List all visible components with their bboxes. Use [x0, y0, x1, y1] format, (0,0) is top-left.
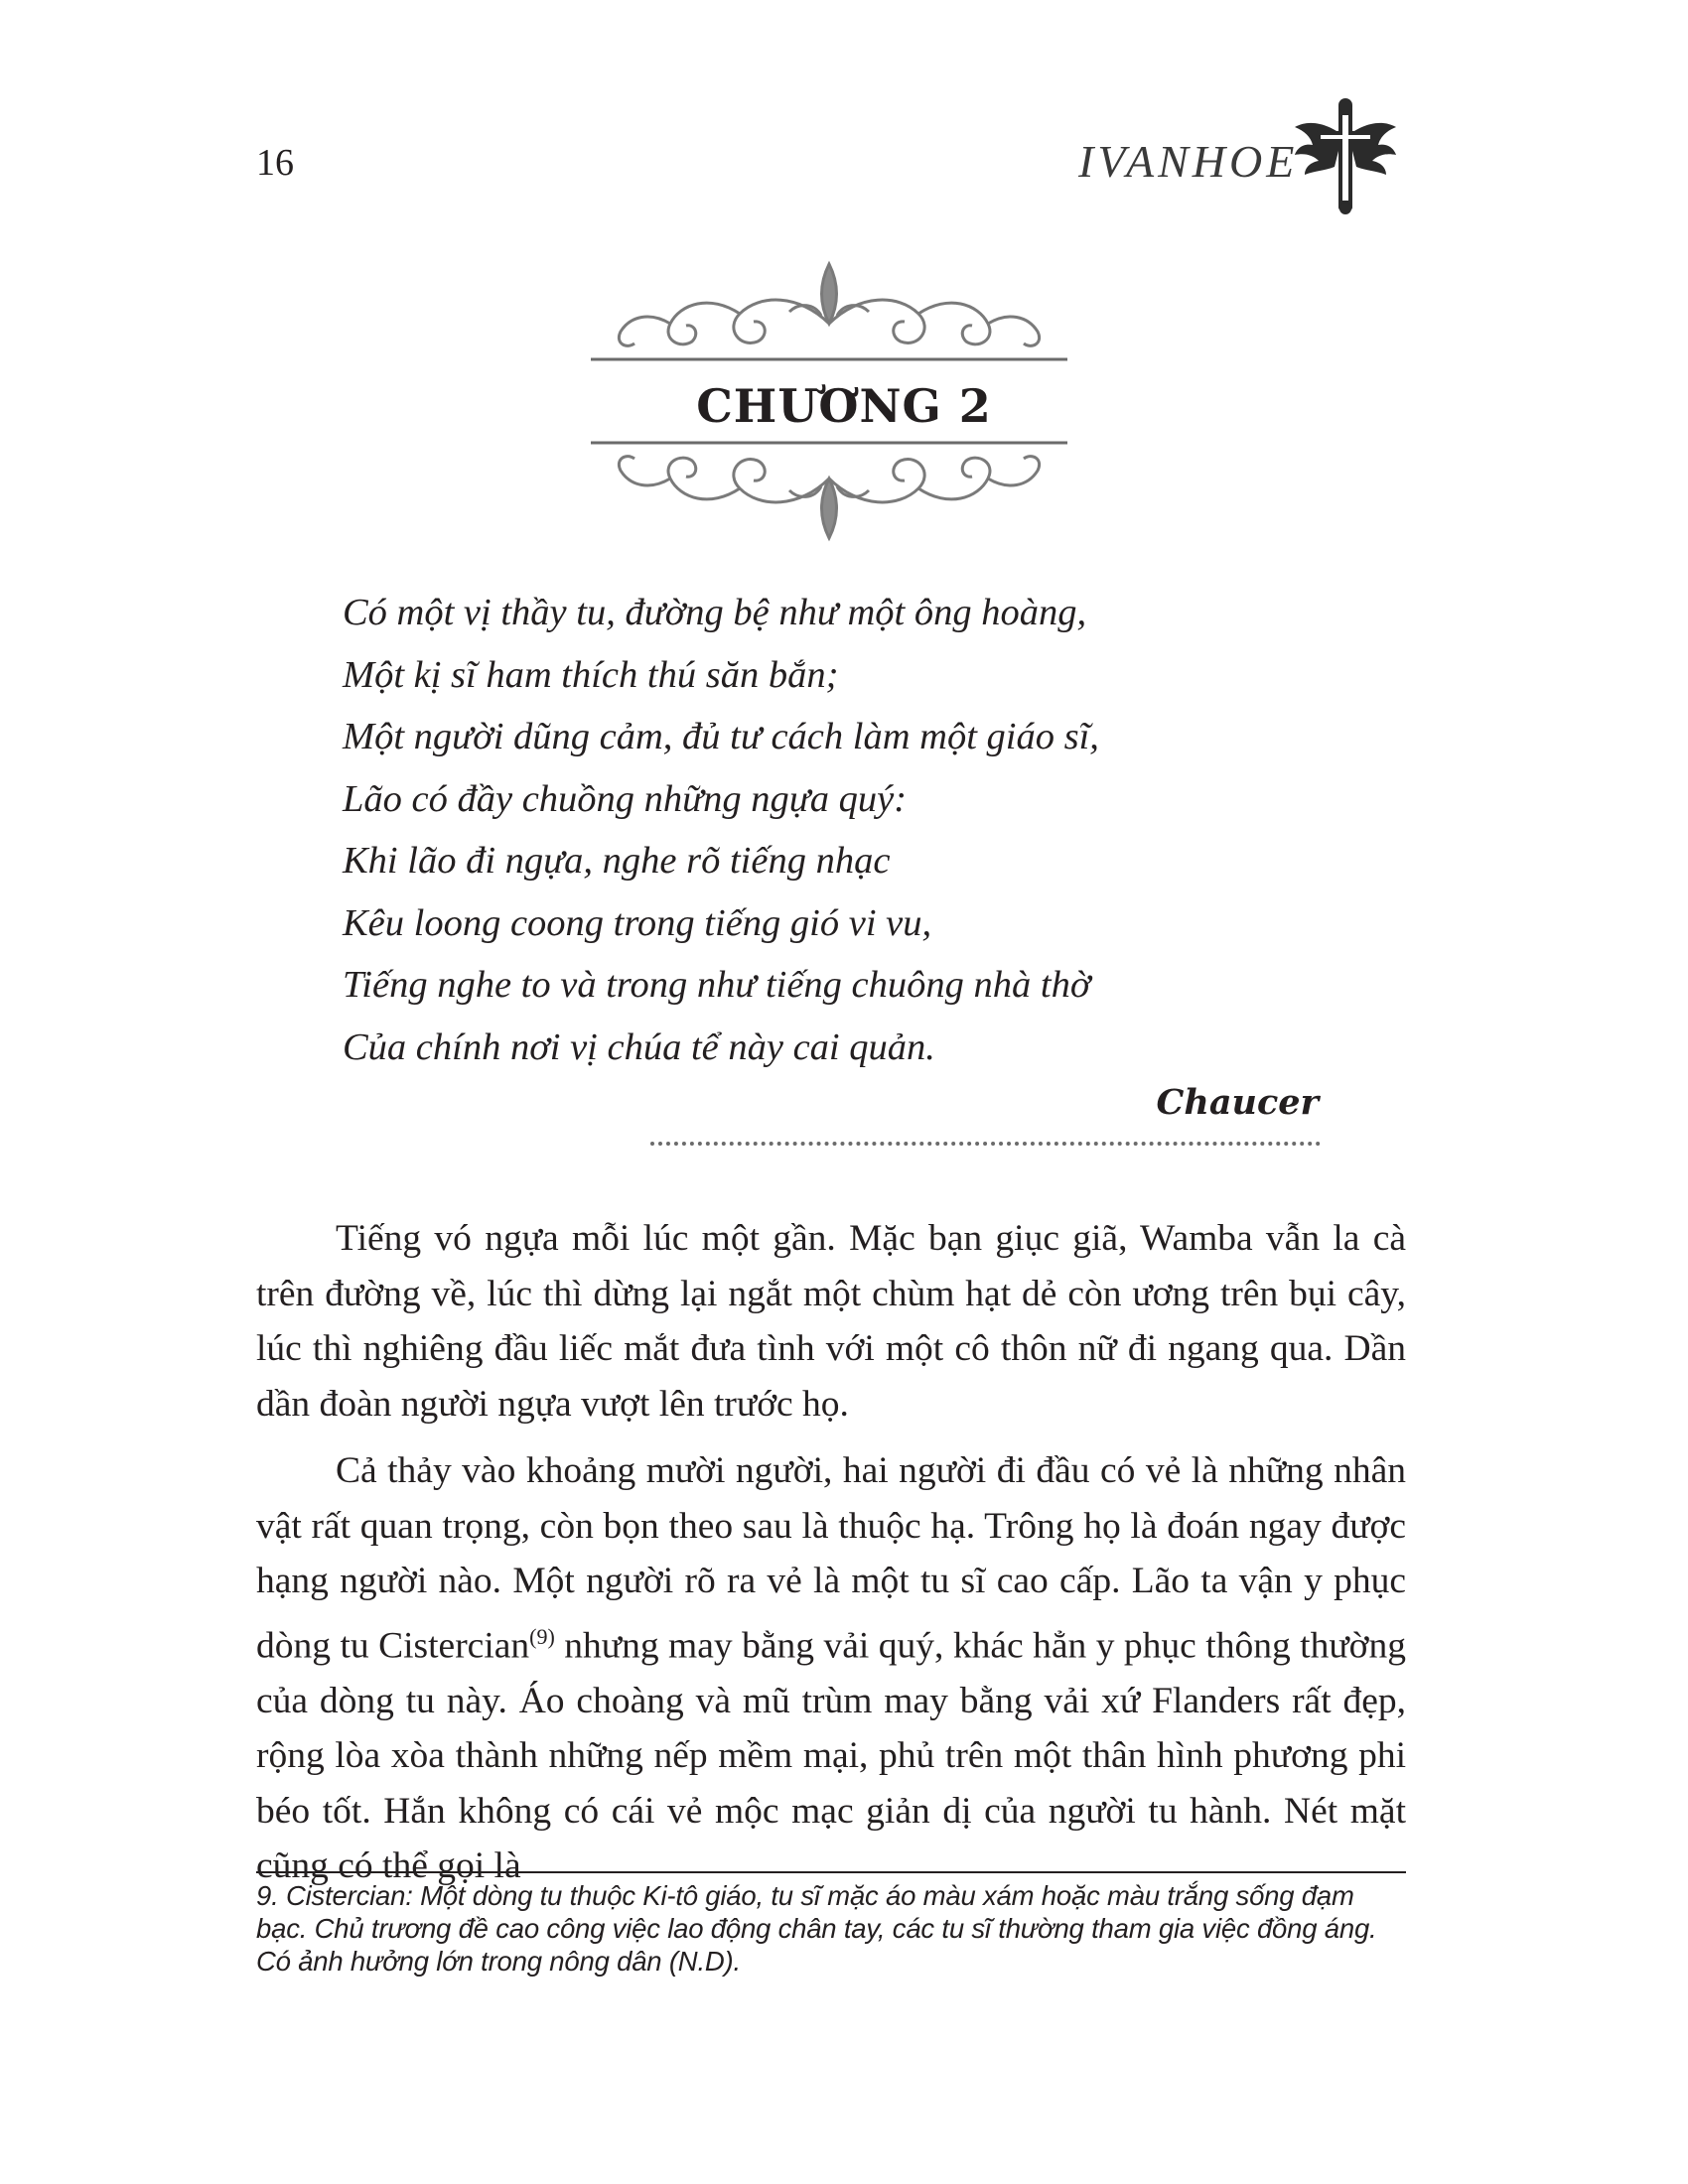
epigraph-line: Của chính nơi vị chúa tể này cai quản. [343, 1025, 935, 1068]
paragraph-text: Cả thảy vào khoảng mười người, hai người đi đầu có vẻ là những nhân vật rất quan trọng, còn bọn theo sau là thuộc hạ. Trông họ là đoán ngay được hạng người nào. Một người rõ ra vẻ là một tu sĩ cao cấp. Lão ta vận y phục dòng tu Cistercian [256, 1450, 1406, 1666]
paragraph-text: nhưng may bằng vải quý, khác hẳn y phục thông thường của dòng tu này. Áo choàng và mũ trùm may bằng vải xứ Flanders rất đẹp, rộng lòa xòa thành những nếp mềm mại, phủ trên một thân hình phương phi béo tốt. Hắn không có cái vẻ mộc mạc giản dị của người tu hành. Nét mặt cũng có thể gọi là [256, 1625, 1406, 1886]
body-text [256, 1211, 1406, 1906]
epigraph-line: Kêu loong coong trong tiếng gió vi vu, [343, 901, 932, 944]
epigraph-line: Một người dũng cảm, đủ tư cách làm một giáo sĩ, [343, 716, 1099, 757]
paragraph: Tiếng vó ngựa mỗi lúc một gần. Mặc bạn giục giã, Wamba vẫn la cà trên đường về, lúc thì dừng lại ngắt một chùm hạt dẻ còn ương trên bụi cây, lúc thì nghiêng đầu liếc mắt đưa tình với một cô thôn nữ đi ngang qua. Dần dần đoàn người ngựa vượt lên trước họ. [256, 1218, 1406, 1425]
footnote: 9. Cistercian: Một dòng tu thuộc Ki-tô giáo, tu sĩ mặc áo màu xám hoặc màu trắng sống đạm bạc. Chủ trương đề cao công việc lao động chân tay, các tu sĩ thường tham gia việc đồng áng. Có ảnh hưởng lớn trong nông dân (N.D). [256, 1880, 1377, 1977]
page-number: 16 [256, 142, 294, 184]
epigraph-line: Khi lão đi ngựa, nghe rõ tiếng nhạc [343, 840, 891, 882]
footnote-divider [256, 1871, 1406, 1873]
epigraph-line: Có một vị thầy tu, đường bệ như một ông hoàng, [343, 592, 1087, 633]
epigraph-line: Một kị sĩ ham thích thú săn bắn; [343, 653, 839, 696]
chapter-title: CHƯƠNG 2 [696, 379, 992, 433]
winged-cross-emblem-icon [1291, 97, 1400, 216]
epigraph-line: Lão có đầy chuồng những ngựa quý: [343, 777, 908, 820]
dotted-divider [650, 1142, 1321, 1146]
epigraph [343, 582, 1099, 1078]
paragraph [256, 1443, 1406, 1894]
filigree-ornament-bottom-icon [591, 439, 1067, 548]
footnote-reference: (9) [529, 1623, 555, 1649]
epigraph-line: Tiếng nghe to và trong như tiếng chuông nhà thờ [343, 964, 1091, 1006]
filigree-ornament-top-icon [591, 254, 1067, 363]
epigraph-attribution: Chaucer [1156, 1082, 1319, 1123]
running-title: IVANHOE [1078, 136, 1299, 187]
